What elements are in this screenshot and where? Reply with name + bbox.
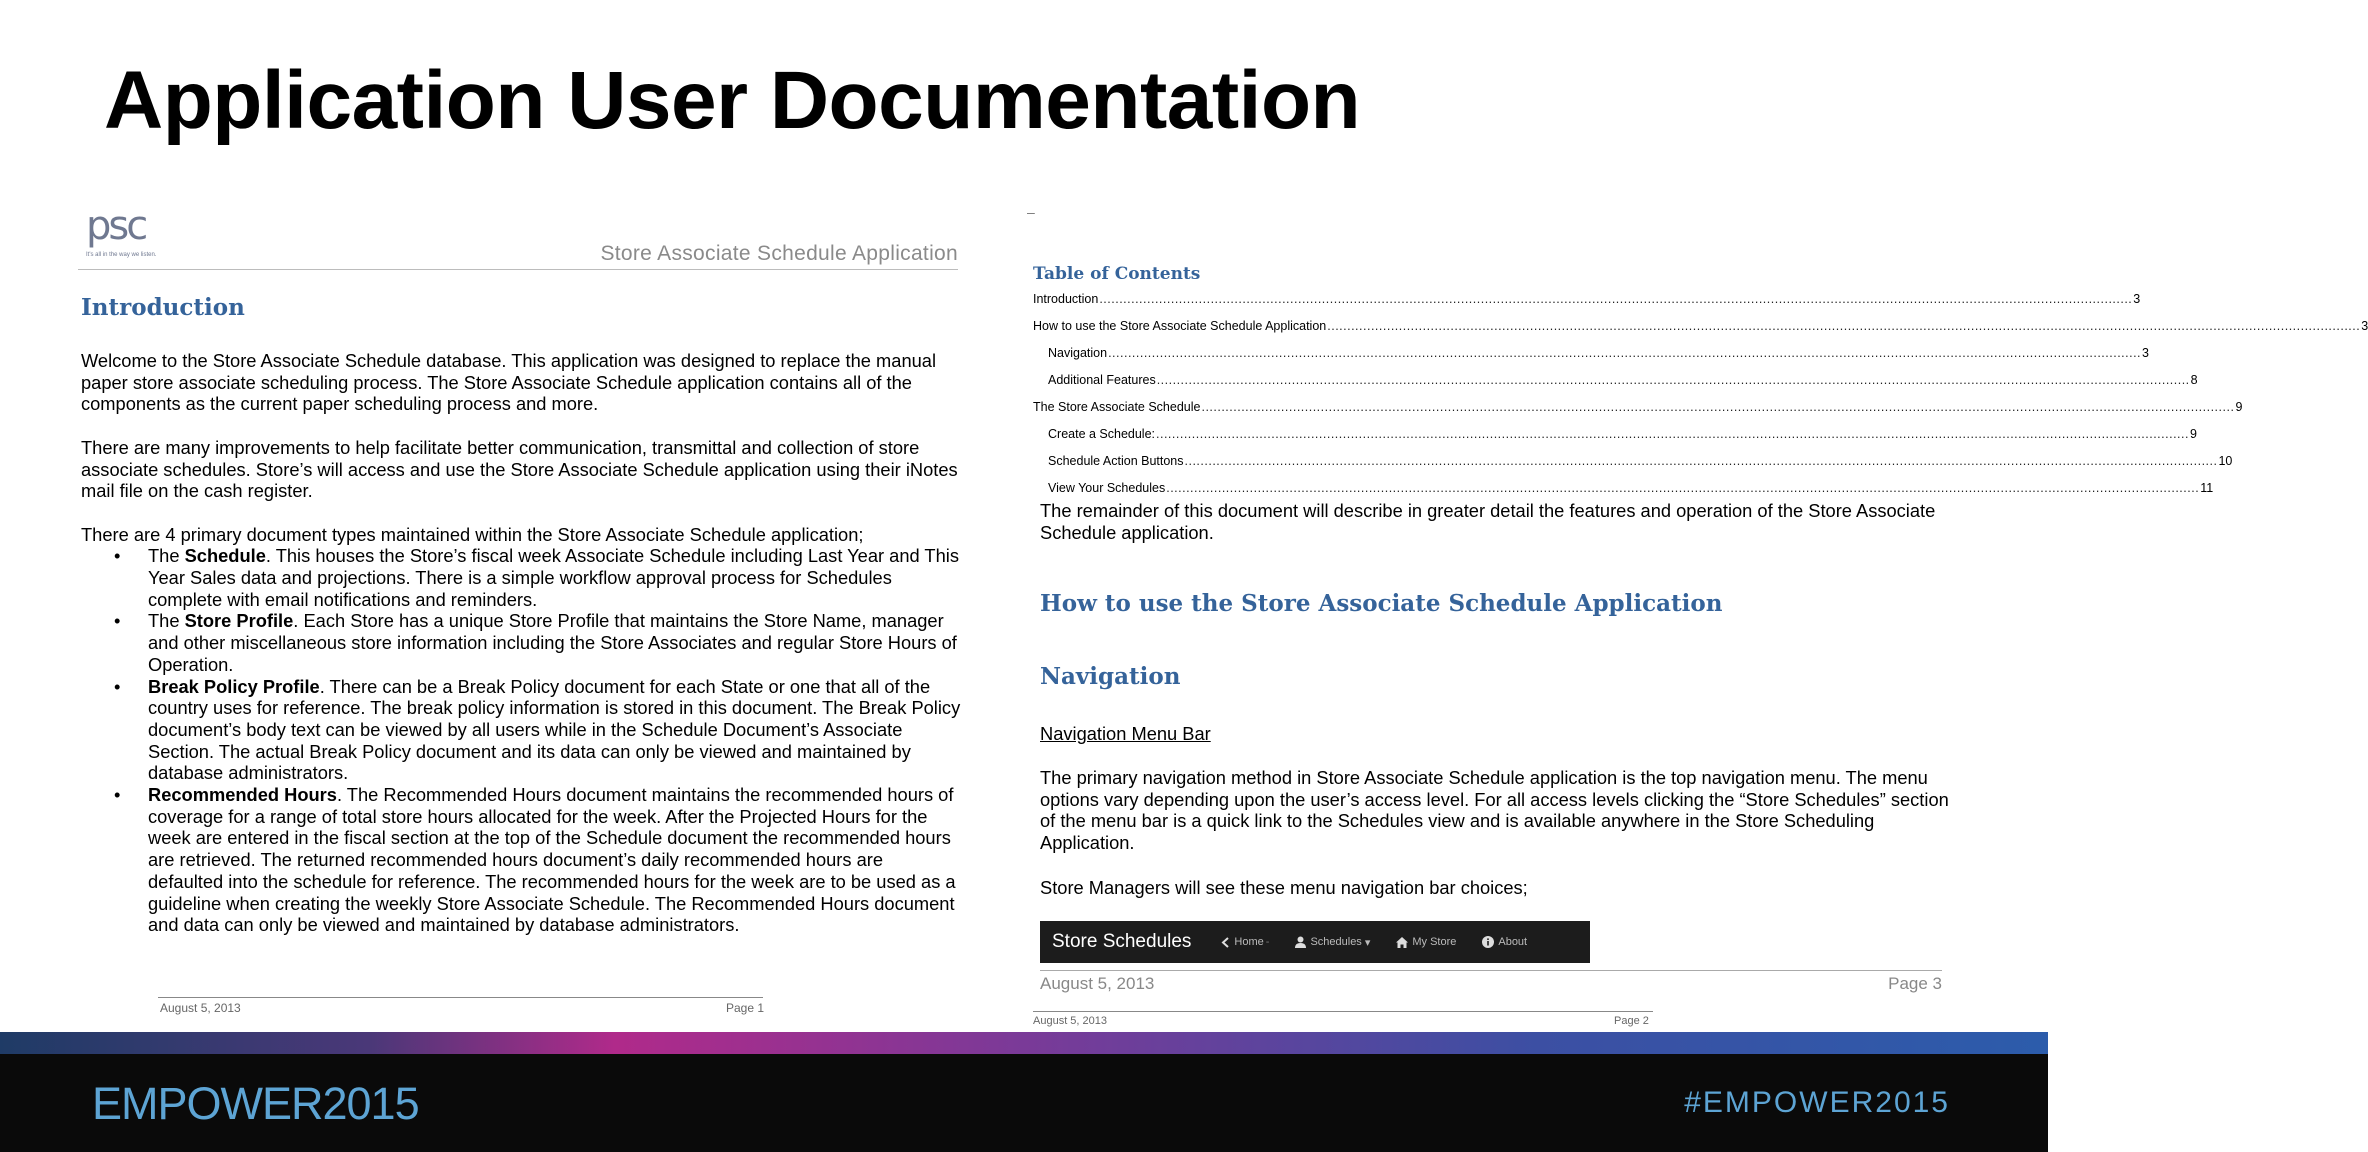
chevron-left-icon — [1221, 937, 1230, 948]
toc-dot-leader: .................................................................................................................................................................................................................................................................... — [1184, 454, 2218, 468]
toc-entry — [1033, 394, 2243, 421]
event-banner — [0, 1054, 2048, 1152]
page-2-footer-date: August 5, 2013 — [1033, 1015, 1108, 1027]
toc-entry — [1033, 286, 2141, 313]
info-icon — [1482, 936, 1494, 948]
item-description: . Each Store has a unique Store Profile that maintains the Store Name, manager and other miscellaneous store information including the Store Associates and regular Store Hours of Operation. — [148, 610, 957, 675]
page-3-footer-number: Page 3 — [1888, 974, 1942, 993]
navigation-heading: Navigation — [1040, 663, 1181, 690]
toc-dot-leader: .................................................................................................................................................................................................................................................................... — [1156, 427, 2189, 441]
toc-entry-title: The Store Associate Schedule — [1033, 400, 1201, 414]
toc-entry-title: View Your Schedules — [1048, 481, 1166, 495]
toc-entry-page: 8 — [2190, 373, 2198, 387]
banner-gradient-strip — [0, 1032, 2048, 1054]
event-logo: EMPOWER2015 — [92, 1078, 419, 1129]
slide-title: Application User Documentation — [104, 55, 1361, 146]
toc-heading: Table of Contents — [1033, 264, 1201, 284]
toc-entry-title: Introduction — [1033, 292, 1099, 306]
toc-entry — [1033, 421, 2197, 448]
toc-dot-leader: .................................................................................................................................................................................................................................................................... — [1156, 373, 2190, 387]
page-2-footer-divider — [1033, 1011, 1653, 1012]
document-type-item — [81, 610, 961, 675]
home-icon — [1396, 937, 1408, 948]
document-page-1 — [78, 192, 961, 1024]
toc-dot-leader: .................................................................................................................................................................................................................................................................... — [1327, 319, 2361, 333]
toc-dot-leader: .................................................................................................................................................................................................................................................................... — [1099, 292, 2133, 306]
toc-entry-title: Schedule Action Buttons — [1048, 454, 1184, 468]
nav-home-label: Home — [1234, 936, 1264, 948]
document-types-list — [81, 545, 961, 936]
toc-entry — [1033, 340, 2149, 367]
user-icon — [1295, 936, 1306, 948]
item-prefix: The — [148, 545, 185, 567]
toc-dot-leader: .................................................................................................................................................................................................................................................................... — [1166, 481, 2200, 495]
introduction-heading: Introduction — [81, 294, 245, 321]
table-of-contents — [1033, 286, 2368, 495]
page-3-footer-divider — [1040, 970, 1942, 971]
nav-schedules — [1295, 936, 1370, 949]
item-term: Recommended Hours — [148, 784, 337, 806]
event-hashtag: #EMPOWER2015 — [1684, 1086, 1950, 1119]
document-type-item — [81, 545, 961, 610]
introduction-body — [81, 350, 961, 936]
item-description: . This houses the Store’s fiscal week Associate Schedule including Last Year and This Year Sales data and projections. There is a simple workflow approval process for Schedules complete with email notifications and reminders. — [148, 545, 959, 610]
item-description: . The Recommended Hours document maintains the recommended hours of coverage for a range of total store hours allocated for the week. After the Projected Hours for the week are entered in the fiscal section at the top of the Schedule document the recommended hours are retrieved. The returned recommended hours document’s daily recommended hours are defaulted into the schedule for reference. The recommended hours for the week are to be used as a guideline when creating the weekly Store Associate Schedule. The Recommended Hours document and data can only be viewed and maintained by database administrators. — [148, 784, 956, 936]
intro-paragraph: Welcome to the Store Associate Schedule database. This application was designed to replace the manual paper store associate scheduling process. The Store Associate Schedule application contains all of the components as the current paper scheduling process and more. — [81, 350, 937, 415]
toc-entry-page: 10 — [2218, 454, 2233, 468]
managers-line: Store Managers will see these menu navigation bar choices; — [1040, 877, 1528, 898]
item-term: Schedule — [184, 545, 266, 567]
toc-entry-page: 3 — [2142, 346, 2149, 360]
document-page-2 — [1027, 192, 2368, 1032]
toc-entry-page: 9 — [2189, 427, 2197, 441]
footer-page-number: Page 1 — [726, 1001, 765, 1015]
page-3-footer-date: August 5, 2013 — [1040, 974, 1155, 993]
navbar-brand: Store Schedules — [1052, 931, 1192, 952]
toc-entry-page: 9 — [2235, 400, 2243, 414]
item-term: Break Policy Profile — [148, 675, 320, 697]
item-description: . There can be a Break Policy document for each State or one that all of the country uses for reference. The break policy information is stored in this document. The Break Policy document’s body text can be viewed by all users while in the Schedule Document’s Associate Section. The actual Break Policy document and its data can only be viewed and maintained by database administrators. — [148, 675, 961, 784]
toc-entry-page: 3 — [2361, 319, 2368, 333]
nav-home — [1221, 936, 1269, 948]
navigation-paragraph: The primary navigation method in Store Associate Schedule application is the top navigation menu. The menu options vary depending upon the user’s access level. For all access levels clicking the “Store Schedules” section of the menu bar is a quick link to the Schedules view and is available anywhere in the Store Scheduling Application. — [1040, 767, 1949, 854]
toc-dot-leader: .................................................................................................................................................................................................................................................................... — [1201, 400, 2235, 414]
logo-text: psc — [86, 203, 146, 249]
item-term: Store Profile — [184, 610, 294, 632]
footer-date: August 5, 2013 — [160, 1001, 241, 1015]
toc-entry-title: Additional Features — [1048, 373, 1156, 387]
nav-my-store — [1396, 936, 1456, 948]
toc-entry-page: 11 — [2200, 481, 2214, 495]
footer-divider — [158, 997, 763, 998]
page-2-footer-number: Page 2 — [1614, 1015, 1649, 1027]
caret-down-icon: ▾ — [1364, 936, 1371, 949]
toc-entry-title: How to use the Store Associate Schedule Application — [1033, 319, 1327, 333]
navigation-menu-bar-subheading: Navigation Menu Bar — [1040, 723, 1211, 744]
toc-entry — [1033, 448, 2233, 475]
header-divider — [78, 269, 958, 270]
remainder-paragraph: The remainder of this document will describe in greater detail the features and operation of the Store Associate Schedule application. — [1040, 500, 1936, 543]
toc-dot-leader: .................................................................................................................................................................................................................................................................... — [1108, 346, 2142, 360]
psc-logo — [86, 202, 158, 260]
toc-entry — [1033, 475, 2214, 502]
nav-about-label: About — [1498, 936, 1528, 948]
nav-about — [1482, 936, 1527, 948]
logo-tagline: It's all in the way we listen. — [86, 252, 157, 258]
toc-entry-title: Navigation — [1048, 346, 1108, 360]
toc-entry-page: 3 — [2133, 292, 2141, 306]
how-to-heading: How to use the Store Associate Schedule Application — [1040, 590, 1723, 617]
document-type-item — [81, 676, 961, 785]
nav-home-caret: - — [1265, 936, 1270, 948]
intro-paragraph: There are many improvements to help facilitate better communication, transmittal and collection of store associate schedules. Store’s will access and use the Store Associate Schedule application using their iNotes mail file on the cash register. — [81, 436, 958, 502]
item-prefix: The — [148, 610, 185, 632]
intro-paragraph: There are 4 primary document types maintained within the Store Associate Schedule application; — [81, 523, 864, 545]
navbar-screenshot — [1040, 921, 1590, 963]
toc-entry — [1033, 313, 2368, 340]
nav-schedules-label: Schedules — [1310, 936, 1362, 948]
nav-my-store-label: My Store — [1412, 936, 1457, 948]
toc-entry-title: Create a Schedule: — [1048, 427, 1156, 441]
document-type-item — [81, 784, 961, 936]
page-header-title: Store Associate Schedule Application — [600, 242, 958, 265]
header-mark: – — [1027, 204, 1035, 220]
toc-entry — [1033, 367, 2198, 394]
